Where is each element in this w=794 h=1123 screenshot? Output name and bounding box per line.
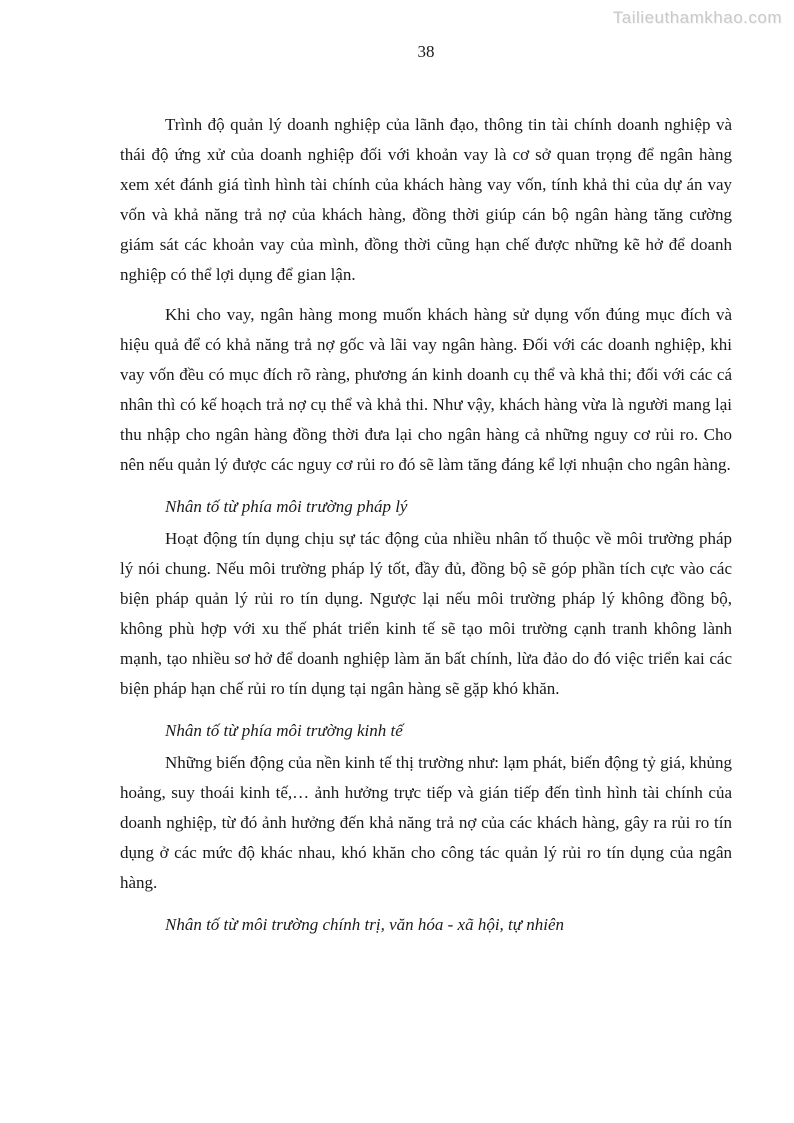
site-watermark: Tailieuthamkhao.com	[612, 8, 782, 27]
paragraph-loan-purpose: Khi cho vay, ngân hàng mong muốn khách hàng sử dụng vốn đúng mục đích và hiệu quả để có khả năng trả nợ gốc và lãi vay ngân hàng. Đối với các doanh nghiệp, khi vay vốn đều có mục đích rõ ràng, phương án kinh doanh cụ thể và khả thi; đối với các cá nhân thì có kế hoạch trả nợ cụ thể và khả thi. Như vậy, khách hàng vừa là người mang lại thu nhập cho ngân hàng đồng thời đưa lại cho ngân hàng cả những nguy cơ rủi ro. Cho nên nếu quản lý được các nguy cơ rủi ro đó sẽ làm tăng đáng kể lợi nhuận cho ngân hàng.	[120, 305, 732, 474]
section-heading-economic-environment: Nhân tố từ phía môi trường kinh tế	[165, 721, 403, 740]
paragraph-legal-environment: Hoạt động tín dụng chịu sự tác động của nhiều nhân tố thuộc về môi trường pháp lý nói chung. Nếu môi trường pháp lý tốt, đầy đủ, đồng bộ sẽ góp phần tích cực vào các biện pháp quản lý rủi ro tín dụng. Ngược lại nếu môi trường pháp lý không đồng bộ, không phù hợp với xu thế phát triển kinh tế sẽ tạo môi trường cạnh tranh không lành mạnh, tạo nhiều sơ hở để doanh nghiệp làm ăn bất chính, lừa đảo do đó việc triển kai các biện pháp hạn chế rủi ro tín dụng tại ngân hàng sẽ gặp khó khăn.	[120, 529, 732, 698]
document-body	[0, 110, 794, 940]
page-number: 38	[417, 42, 435, 61]
section-heading-political-cultural-environment: Nhân tố từ môi trường chính trị, văn hóa - xã hội, tự nhiên	[165, 915, 565, 934]
paragraph-management-info: Trình độ quản lý doanh nghiệp của lãnh đạo, thông tin tài chính doanh nghiệp và thái độ ứng xử của doanh nghiệp đối với khoản vay là cơ sở quan trọng để ngân hàng xem xét đánh giá tình hình tài chính của khách hàng vay vốn, tính khả thi của dự án vay vốn và khả năng trả nợ của khách hàng, đồng thời giúp cán bộ ngân hàng tăng cường giám sát các khoản vay của mình, đồng thời cũng hạn chế được những kẽ hở để doanh nghiệp có thể lợi dụng để gian lận.	[120, 115, 732, 284]
paragraph-economic-environment: Những biến động của nền kinh tế thị trường như: lạm phát, biến động tỷ giá, khủng hoảng, suy thoái kinh tế,… ảnh hưởng trực tiếp và gián tiếp đến tình hình tài chính của doanh nghiệp, từ đó ảnh hưởng đến khả năng trả nợ của các khách hàng, gây ra rủi ro tín dụng ở các mức độ khác nhau, khó khăn cho công tác quản lý rủi ro tín dụng của ngân hàng.	[120, 753, 732, 892]
section-heading-legal-environment: Nhân tố từ phía môi trường pháp lý	[165, 497, 408, 516]
